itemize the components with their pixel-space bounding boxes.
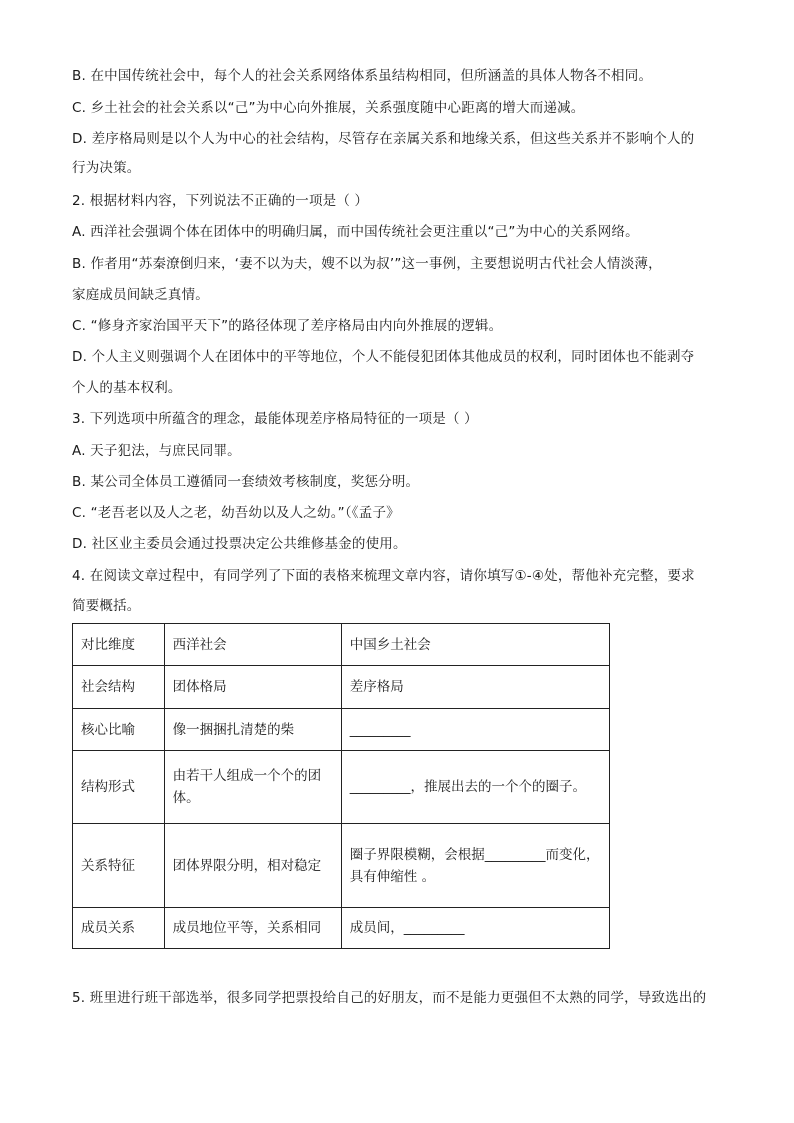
option-b-q2-line1: B. 作者用“苏秦潦倒归来，‘妻不以为夫，嫂不以为叔’”这一事例，主要想说明古代社会人情淡薄， — [72, 256, 662, 272]
table-cell: 团体格局 — [164, 666, 341, 709]
option-c-q2: C. “修身齐家治国平天下”的路径体现了差序格局由内向外推展的逻辑。 — [72, 318, 503, 334]
option-d-q2-line2: 个人的基本权利。 — [72, 380, 182, 396]
question-4-line2: 简要概括。 — [72, 598, 141, 614]
table-cell: 成员关系 — [73, 908, 165, 949]
table-cell: 差序格局 — [341, 666, 609, 709]
option-b-q3: B. 某公司全体员工遵循同一套绩效考核制度，奖惩分明。 — [72, 474, 420, 490]
option-b-q1: B. 在中国传统社会中，每个人的社会关系网络体系虽结构相同，但所涵盖的具体人物各不相同。 — [72, 68, 653, 84]
table-cell: 团体界限分明，相对稳定 — [164, 824, 341, 908]
table-cell: 对比维度 — [73, 624, 165, 666]
table-cell: 成员地位平等，关系相同 — [164, 908, 341, 949]
question-3: 3. 下列选项中所蕴含的理念，最能体现差序格局特征的一项是（ ） — [72, 411, 478, 427]
table-row — [73, 666, 610, 709]
table-cell: 西洋社会 — [164, 624, 341, 666]
option-c-q1: C. 乡土社会的社会关系以“己”为中心向外推展，关系强度随中心距离的增大而递减。 — [72, 100, 585, 116]
table-row — [73, 751, 610, 824]
option-d-q2-line1: D. 个人主义则强调个人在团体中的平等地位，个人不能侵犯团体其他成员的权利，同时团体也不能剥夺 — [72, 349, 695, 365]
table-cell: 社会结构 — [73, 666, 165, 709]
table-row — [73, 624, 610, 666]
question-4-line1: 4. 在阅读文章过程中，有同学列了下面的表格来梳理文章内容，请你填写①-④处，帮他补充完整，要求 — [72, 568, 695, 584]
option-d-q1-line1: D. 差序格局则是以个人为中心的社会结构，尽管存在亲属关系和地缘关系，但这些关系并不影响个人的 — [72, 131, 695, 147]
table-cell: 核心比喻 — [73, 709, 165, 751]
option-d-q1-line2: 行为决策。 — [72, 160, 141, 176]
comparison-table — [72, 623, 610, 949]
blank-answer-3[interactable]: 圈子界限模糊，会根据_________而变化，具有伸缩性 。 — [341, 824, 609, 908]
option-d-q3: D. 社区业主委员会通过投票决定公共维修基金的使用。 — [72, 536, 407, 552]
table-row — [73, 908, 610, 949]
table-cell: 像一捆捆扎清楚的柴 — [164, 709, 341, 751]
blank-answer-2[interactable]: _________，推展出去的一个个的圈子。 — [341, 751, 609, 824]
table-cell: 关系特征 — [73, 824, 165, 908]
option-a-q2: A. 西洋社会强调个体在团体中的明确归属，而中国传统社会更注重以“己”为中心的关系网络。 — [72, 224, 639, 240]
table-cell: 结构形式 — [73, 751, 165, 824]
question-5-line1: 5. 班里进行班干部选举，很多同学把票投给自己的好朋友，而不是能力更强但不太熟的同学，导致选出的 — [72, 990, 707, 1006]
table-row — [73, 709, 610, 751]
option-c-q3: C. “老吾老以及人之老，幼吾幼以及人之幼。”（《孟子》 — [72, 505, 400, 521]
table-cell: 由若干人组成一个个的团体。 — [164, 751, 341, 824]
table-cell: 中国乡土社会 — [341, 624, 609, 666]
blank-answer-4[interactable]: 成员间，_________ — [341, 908, 609, 949]
option-a-q3: A. 天子犯法，与庶民同罪。 — [72, 443, 241, 459]
question-2: 2. 根据材料内容，下列说法不正确的一项是（ ） — [72, 193, 369, 209]
table-row — [73, 824, 610, 908]
blank-answer-1[interactable]: _________ — [341, 709, 609, 751]
option-b-q2-line2: 家庭成员间缺乏真情。 — [72, 287, 209, 303]
